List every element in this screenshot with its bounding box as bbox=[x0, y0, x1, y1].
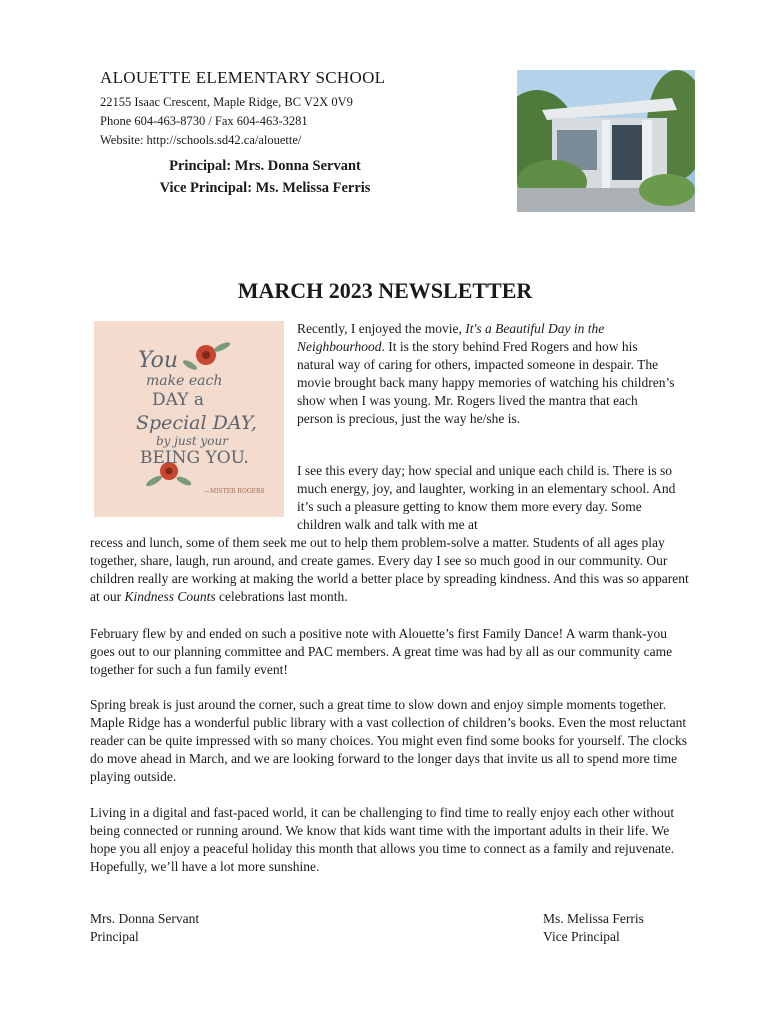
quote-author: —MISTER ROGERS bbox=[204, 488, 265, 495]
school-address: 22155 Isaac Crescent, Maple Ridge, BC V2X 0V9 bbox=[100, 95, 353, 109]
vice-principal-role: Vice Principal bbox=[543, 929, 620, 944]
p1-intro: Recently, I enjoyed the movie, bbox=[297, 321, 466, 336]
school-name: ALOUETTE ELEMENTARY SCHOOL bbox=[100, 68, 386, 87]
vice-principal-name: Ms. Melissa Ferris bbox=[543, 911, 644, 926]
quote-line-3: DAY a bbox=[152, 390, 204, 410]
signature-principal bbox=[90, 910, 199, 946]
principal-name: Mrs. Donna Servant bbox=[90, 911, 200, 926]
paragraph-spring-break: Spring break is just around the corner, such a great time to slow down and enjoy simple moments together. Maple Ridge has a wonderful public library with a vast collection of children’s books. Even the most reluctant reader can be quite impressed with so many choices. You might even find some books for yourself. The clocks do move ahead in March, and we are looking forward to the longer days that invite us all to spend more time playing outside. bbox=[90, 697, 687, 784]
quote-line-5: by just your bbox=[156, 434, 228, 448]
p2-end: celebrations last month. bbox=[215, 589, 348, 604]
quote-line-6: BEING YOU. bbox=[140, 448, 249, 468]
quote-line-2: make each bbox=[146, 373, 223, 389]
newsletter-title: MARCH 2023 NEWSLETTER bbox=[237, 278, 533, 303]
p1-movie-title: It's a Beautiful Day in the Neighbourhood bbox=[297, 321, 605, 354]
school-website: Website: http://schools.sd42.ca/alouette/ bbox=[100, 133, 302, 147]
vice-principal-line: Vice Principal: Ms. Melissa Ferris bbox=[159, 180, 371, 196]
principal-role: Principal bbox=[90, 929, 139, 944]
school-building-photo bbox=[517, 70, 695, 212]
school-phone-fax: Phone 604-463-8730 / Fax 604-463-3281 bbox=[100, 114, 308, 128]
paragraph-every-day-part2 bbox=[90, 534, 690, 606]
quote-line-4: Special DAY, bbox=[136, 412, 257, 434]
quote-card-image bbox=[94, 321, 284, 517]
p2-body: recess and lunch, some of them seek me out to help them problem-solve a matter. Students of all ages play together, share, laugh, run around, and create games. Every day I see so much good in our community. Our children really are working at making the world a better place by spreading kindness. And this was so apparent at our bbox=[90, 535, 689, 604]
p1-rest: . It is the story behind Fred Rogers and how his natural way of caring for others, impacted someone in despair. The movie brought back many happy memories of watching his children’s show when I was young. Mr. Rogers lived the mantra that each person is precious, just the way he/she is. bbox=[297, 339, 675, 426]
signature-vice-principal bbox=[543, 910, 644, 946]
paragraph-family-dance: February flew by and ended on such a positive note with Alouette’s first Family Dance! A warm thank-you goes out to our planning committee and PAC members. A great time was had by all as our community came together for such a fun family event! bbox=[90, 626, 673, 677]
paragraph-movie bbox=[297, 320, 677, 428]
principal-line: Principal: Mrs. Donna Servant bbox=[169, 158, 361, 174]
quote-line-1: You bbox=[138, 348, 179, 373]
paragraph-digital-world: Living in a digital and fast-paced world, it can be challenging to find time to really enjoy each other without being connected or running around. We know that kids want time with the important adults in their life. We hope you all enjoy a peaceful holiday this month that allows you time to connect as a family and rejuvenate. Hopefully, we’ll have a lot more sunshine. bbox=[90, 805, 675, 874]
school-officers bbox=[100, 155, 430, 199]
p2-event-name: Kindness Counts bbox=[124, 589, 216, 604]
paragraph-every-day-part1: I see this every day; how special and unique each child is. There is so much energy, joy, and laughter, working in an elementary school. And it’s such a pleasure getting to know them more every day. Some children walk and talk with me at bbox=[297, 463, 676, 532]
